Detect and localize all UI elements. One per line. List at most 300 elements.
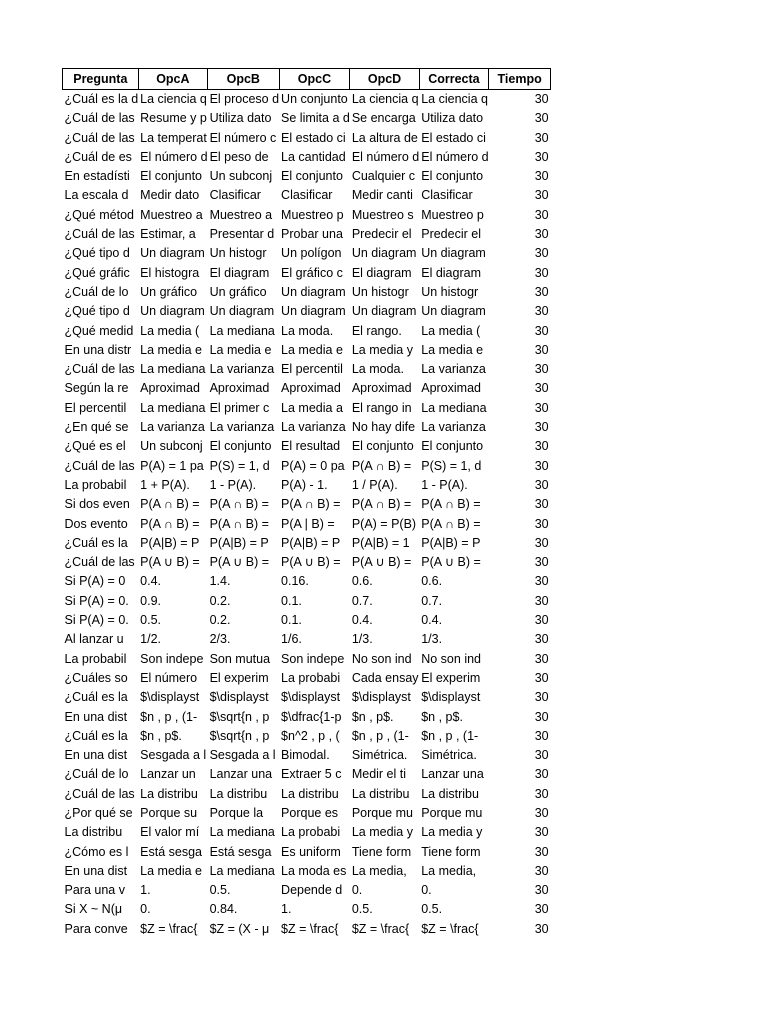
cell-opca[interactable]: 0. xyxy=(140,902,151,917)
cell-tiempo[interactable]: 30 xyxy=(534,902,549,917)
cell-tiempo[interactable]: 30 xyxy=(534,883,549,898)
cell-opcd[interactable]: $n , p$. xyxy=(351,709,394,724)
cell-correcta[interactable]: P(A ∩ B) = xyxy=(421,497,481,512)
cell-opca[interactable]: Un gráfico xyxy=(140,284,198,299)
cell-opca[interactable]: P(A ∪ B) = xyxy=(140,555,200,570)
cell-correcta[interactable]: 0.6. xyxy=(421,574,443,589)
cell-tiempo[interactable]: 30 xyxy=(534,439,549,454)
cell-pregunta[interactable]: Al lanzar u xyxy=(64,632,124,647)
cell-opca[interactable]: El histogra xyxy=(140,265,200,280)
cell-opca[interactable]: La mediana xyxy=(140,362,206,377)
cell-pregunta[interactable]: Si P(A) = 0. xyxy=(64,593,129,608)
cell-opcc[interactable]: El gráfico c xyxy=(281,265,343,280)
cell-opcc[interactable]: Un conjunto xyxy=(281,92,348,106)
cell-opca[interactable]: P(A|B) = P xyxy=(140,535,200,550)
cell-correcta[interactable]: Clasificar xyxy=(421,188,473,203)
cell-opcc[interactable]: 1. xyxy=(281,902,292,917)
cell-correcta[interactable]: El experim xyxy=(421,670,481,685)
cell-opcb[interactable]: El diagram xyxy=(209,265,270,280)
cell-opcd[interactable]: 0. xyxy=(351,883,363,898)
cell-correcta[interactable]: P(S) = 1, d xyxy=(421,458,482,473)
cell-tiempo[interactable]: 30 xyxy=(534,188,549,203)
cell-correcta[interactable]: Predecir el xyxy=(421,227,481,242)
cell-pregunta[interactable]: ¿Qué medid xyxy=(64,323,134,338)
cell-opca[interactable]: La media e xyxy=(140,342,203,357)
cell-opca[interactable]: Un subconj xyxy=(140,439,203,454)
cell-opca[interactable]: P(A ∩ B) = xyxy=(140,497,200,512)
cell-tiempo[interactable]: 30 xyxy=(534,786,549,801)
cell-opcb[interactable]: La varianza xyxy=(209,362,275,377)
cell-opcc[interactable]: El estado ci xyxy=(281,130,346,145)
cell-tiempo[interactable]: 30 xyxy=(534,767,549,782)
cell-correcta[interactable]: La varianza xyxy=(421,362,486,377)
cell-opcb[interactable]: Son mutua xyxy=(209,651,271,666)
cell-opcd[interactable]: La media, xyxy=(351,863,407,878)
cell-pregunta[interactable]: ¿Cuál de las xyxy=(64,786,135,801)
cell-pregunta[interactable]: ¿Cuál de las xyxy=(64,555,135,570)
cell-tiempo[interactable]: 30 xyxy=(534,574,549,589)
cell-opcb[interactable]: El peso de xyxy=(209,149,269,164)
cell-correcta[interactable]: Un diagram xyxy=(421,304,486,319)
cell-correcta[interactable]: Un diagram xyxy=(421,246,486,261)
cell-pregunta[interactable]: ¿Cuál de las xyxy=(64,227,135,242)
cell-opcb[interactable]: $\displayst xyxy=(209,690,269,705)
cell-opcd[interactable]: P(A ∩ B) = xyxy=(351,458,412,473)
cell-opcc[interactable]: P(A ∩ B) = xyxy=(281,497,341,512)
cell-correcta[interactable]: $n , p , (1- xyxy=(421,728,479,743)
cell-opcb[interactable]: Porque la xyxy=(209,805,264,820)
cell-opcd[interactable]: La media y xyxy=(351,342,413,357)
header-pregunta[interactable]: Pregunta xyxy=(63,69,139,90)
cell-correcta[interactable]: Tiene form xyxy=(421,844,481,859)
cell-opcc[interactable]: P(A|B) = P xyxy=(281,535,341,550)
cell-tiempo[interactable]: 30 xyxy=(534,284,549,299)
cell-opcc[interactable]: La moda es xyxy=(281,863,347,878)
cell-opcb[interactable]: Un histogr xyxy=(209,246,267,261)
cell-correcta[interactable]: Un histogr xyxy=(421,284,479,299)
cell-opcb[interactable]: El experim xyxy=(209,670,269,685)
cell-opcc[interactable]: Clasificar xyxy=(281,188,333,203)
cell-opcd[interactable]: 0.5. xyxy=(351,902,373,917)
cell-correcta[interactable]: P(A ∩ B) = xyxy=(421,516,481,531)
cell-opcb[interactable]: Presentar d xyxy=(209,227,275,242)
header-correcta[interactable]: Correcta xyxy=(419,69,488,90)
cell-opca[interactable]: La distribu xyxy=(140,786,198,801)
cell-opcb[interactable]: La media e xyxy=(209,342,272,357)
cell-correcta[interactable]: El conjunto xyxy=(421,169,484,184)
cell-opcb[interactable]: Clasificar xyxy=(209,188,261,203)
cell-opcc[interactable]: El conjunto xyxy=(281,169,343,184)
cell-tiempo[interactable]: 30 xyxy=(534,477,549,492)
cell-opcc[interactable]: $Z = \frac{ xyxy=(281,921,339,936)
cell-pregunta[interactable]: En una dist xyxy=(64,709,128,724)
cell-opcb[interactable]: P(A ∩ B) = xyxy=(209,516,269,531)
cell-opcd[interactable]: La moda. xyxy=(351,362,404,377)
cell-opca[interactable]: Son indepe xyxy=(140,651,204,666)
cell-opca[interactable]: Un diagram xyxy=(140,304,205,319)
cell-opcc[interactable]: Se limita a d xyxy=(281,111,350,126)
cell-opca[interactable]: P(A ∩ B) = xyxy=(140,516,200,531)
cell-opcc[interactable]: Extraer 5 c xyxy=(281,767,342,782)
cell-pregunta[interactable]: ¿Cuáles so xyxy=(64,670,128,685)
cell-pregunta[interactable]: En una dist xyxy=(64,748,128,763)
cell-opcb[interactable]: La mediana xyxy=(209,323,275,338)
cell-pregunta[interactable]: ¿Qué gráfic xyxy=(64,265,130,280)
cell-opcc[interactable]: Probar una xyxy=(281,227,343,242)
cell-correcta[interactable]: 1 - P(A). xyxy=(421,477,468,492)
cell-pregunta[interactable]: ¿Cómo es l xyxy=(64,844,129,859)
cell-opcc[interactable]: Depende d xyxy=(281,883,343,898)
cell-opcb[interactable]: 0.84. xyxy=(209,902,238,917)
cell-opcc[interactable]: La probabi xyxy=(281,825,341,840)
cell-opca[interactable]: 1 + P(A). xyxy=(140,477,190,492)
cell-tiempo[interactable]: 30 xyxy=(534,323,549,338)
cell-tiempo[interactable]: 30 xyxy=(534,863,549,878)
cell-opcb[interactable]: El conjunto xyxy=(209,439,272,454)
cell-opcb[interactable]: P(S) = 1, d xyxy=(209,458,270,473)
cell-opcd[interactable]: Medir canti xyxy=(351,188,413,203)
cell-pregunta[interactable]: La probabil xyxy=(64,651,127,666)
cell-opcd[interactable]: 0.4. xyxy=(351,613,373,628)
cell-opcd[interactable]: P(A) = P(B) xyxy=(351,516,417,531)
cell-correcta[interactable]: La media, xyxy=(421,863,477,878)
cell-opcb[interactable]: El proceso d xyxy=(209,92,280,106)
cell-opcd[interactable]: P(A ∩ B) = xyxy=(351,497,412,512)
cell-tiempo[interactable]: 30 xyxy=(534,130,549,145)
cell-tiempo[interactable]: 30 xyxy=(534,921,549,936)
cell-opca[interactable]: El número d xyxy=(140,149,208,164)
cell-correcta[interactable]: $n , p$. xyxy=(421,709,463,724)
cell-tiempo[interactable]: 30 xyxy=(534,169,549,184)
cell-opca[interactable]: La media ( xyxy=(140,323,200,338)
cell-tiempo[interactable]: 30 xyxy=(534,535,549,550)
cell-pregunta[interactable]: En una dist xyxy=(64,863,128,878)
cell-correcta[interactable]: Lanzar una xyxy=(421,767,484,782)
cell-opcb[interactable]: 0.2. xyxy=(209,593,231,608)
cell-opcd[interactable]: Cualquier c xyxy=(351,169,416,184)
cell-opcd[interactable]: P(A|B) = 1 xyxy=(351,535,410,550)
cell-pregunta[interactable]: ¿Cuál de las xyxy=(64,111,135,126)
cell-tiempo[interactable]: 30 xyxy=(534,690,549,705)
cell-opcb[interactable]: 2/3. xyxy=(209,632,231,647)
cell-pregunta[interactable]: ¿Cuál es la xyxy=(64,535,128,550)
cell-tiempo[interactable]: 30 xyxy=(534,92,549,106)
cell-opcb[interactable]: 0.2. xyxy=(209,613,231,628)
cell-opcd[interactable]: Un histogr xyxy=(351,284,409,299)
cell-opcb[interactable]: Muestreo a xyxy=(209,207,273,222)
cell-correcta[interactable]: P(A ∪ B) = xyxy=(421,555,481,570)
cell-tiempo[interactable]: 30 xyxy=(534,516,549,531)
cell-correcta[interactable]: La mediana xyxy=(421,400,487,415)
cell-tiempo[interactable]: 30 xyxy=(534,304,549,319)
cell-opcd[interactable]: Predecir el xyxy=(351,227,412,242)
cell-opcd[interactable]: Porque mu xyxy=(351,805,413,820)
cell-pregunta[interactable]: ¿Cuál de lo xyxy=(64,767,129,782)
cell-opcd[interactable]: El número d xyxy=(351,149,420,164)
cell-opcb[interactable]: La varianza xyxy=(209,420,275,435)
cell-opcb[interactable]: $\sqrt{n , p xyxy=(209,728,270,743)
cell-opcd[interactable]: El conjunto xyxy=(351,439,414,454)
cell-opca[interactable]: La varianza xyxy=(140,420,205,435)
cell-opcd[interactable]: Aproximad xyxy=(351,381,412,396)
cell-pregunta[interactable]: ¿Cuál es la d xyxy=(64,92,139,106)
cell-opca[interactable]: Porque su xyxy=(140,805,198,820)
cell-tiempo[interactable]: 30 xyxy=(534,709,549,724)
cell-opcb[interactable]: P(A ∩ B) = xyxy=(209,497,269,512)
cell-pregunta[interactable]: Para una v xyxy=(64,883,125,898)
cell-opcc[interactable]: $\dfrac{1-p xyxy=(281,709,342,724)
cell-opcb[interactable]: Un gráfico xyxy=(209,284,267,299)
cell-opca[interactable]: $Z = \frac{ xyxy=(140,921,198,936)
cell-opcb[interactable]: La distribu xyxy=(209,786,268,801)
cell-tiempo[interactable]: 30 xyxy=(534,844,549,859)
cell-opca[interactable]: $\displayst xyxy=(140,690,200,705)
cell-opcc[interactable]: Un polígon xyxy=(281,246,342,261)
cell-tiempo[interactable]: 30 xyxy=(534,748,549,763)
cell-opca[interactable]: La media e xyxy=(140,863,203,878)
cell-opcc[interactable]: P(A ∪ B) = xyxy=(281,555,341,570)
cell-opca[interactable]: 1. xyxy=(140,883,151,898)
cell-correcta[interactable]: 0.4. xyxy=(421,613,443,628)
cell-tiempo[interactable]: 30 xyxy=(534,420,549,435)
cell-pregunta[interactable]: ¿Cuál de lo xyxy=(64,284,129,299)
cell-tiempo[interactable]: 30 xyxy=(534,670,549,685)
cell-correcta[interactable]: La media y xyxy=(421,825,483,840)
cell-opcd[interactable]: La altura de xyxy=(351,130,418,145)
cell-correcta[interactable]: El estado ci xyxy=(421,130,486,145)
cell-correcta[interactable]: 1/3. xyxy=(421,632,443,647)
cell-opcb[interactable]: P(A ∪ B) = xyxy=(209,555,270,570)
cell-tiempo[interactable]: 30 xyxy=(534,265,549,280)
cell-pregunta[interactable]: Dos evento xyxy=(64,516,128,531)
cell-opca[interactable]: Muestreo a xyxy=(140,207,203,222)
cell-opcc[interactable]: La cantidad xyxy=(281,149,346,164)
cell-tiempo[interactable]: 30 xyxy=(534,149,549,164)
cell-opcc[interactable]: Un diagram xyxy=(281,284,346,299)
cell-tiempo[interactable]: 30 xyxy=(534,728,549,743)
cell-pregunta[interactable]: Si P(A) = 0. xyxy=(64,613,129,628)
cell-correcta[interactable]: El número d xyxy=(421,149,489,164)
cell-correcta[interactable]: La media ( xyxy=(421,323,481,338)
cell-opca[interactable]: Medir dato xyxy=(140,188,200,203)
cell-pregunta[interactable]: La escala d xyxy=(64,188,129,203)
cell-correcta[interactable]: La distribu xyxy=(421,786,479,801)
cell-opcb[interactable]: Está sesga xyxy=(209,844,272,859)
cell-pregunta[interactable]: Si dos even xyxy=(64,497,130,512)
cell-opcb[interactable]: El número c xyxy=(209,130,277,145)
cell-pregunta[interactable]: ¿En qué se xyxy=(64,420,129,435)
cell-opcb[interactable]: P(A|B) = P xyxy=(209,535,269,550)
cell-opcc[interactable]: $n^2 , p , ( xyxy=(281,728,340,743)
cell-opcc[interactable]: 1/6. xyxy=(281,632,302,647)
cell-opcc[interactable]: P(A) - 1. xyxy=(281,477,328,492)
cell-pregunta[interactable]: ¿Por qué se xyxy=(64,805,133,820)
cell-opcc[interactable]: La probabi xyxy=(281,670,341,685)
cell-tiempo[interactable]: 30 xyxy=(534,342,549,357)
cell-correcta[interactable]: Muestreo p xyxy=(421,207,484,222)
cell-opcc[interactable]: La media a xyxy=(281,400,343,415)
cell-opcd[interactable]: No hay dife xyxy=(351,420,416,435)
cell-opca[interactable]: La ciencia q xyxy=(140,92,207,106)
cell-tiempo[interactable]: 30 xyxy=(534,111,549,126)
cell-opcd[interactable]: Medir el ti xyxy=(351,767,407,782)
cell-opcc[interactable]: Son indepe xyxy=(281,651,345,666)
cell-correcta[interactable]: No son ind xyxy=(421,651,481,666)
cell-opcb[interactable]: 0.5. xyxy=(209,883,231,898)
cell-opcc[interactable]: P(A | B) = xyxy=(281,516,335,531)
cell-opcb[interactable]: 1.4. xyxy=(209,574,231,589)
cell-correcta[interactable]: 0. xyxy=(421,883,432,898)
cell-opcd[interactable]: $Z = \frac{ xyxy=(351,921,410,936)
cell-opcc[interactable]: Aproximad xyxy=(281,381,341,396)
cell-pregunta[interactable]: ¿Cuál es la xyxy=(64,690,128,705)
cell-opca[interactable]: El número xyxy=(140,670,198,685)
cell-opcb[interactable]: Lanzar una xyxy=(209,767,273,782)
cell-tiempo[interactable]: 30 xyxy=(534,458,549,473)
cell-opcc[interactable]: Muestreo p xyxy=(281,207,344,222)
cell-opcb[interactable]: Un diagram xyxy=(209,304,275,319)
cell-opcb[interactable]: Aproximad xyxy=(209,381,270,396)
cell-pregunta[interactable]: Si X ~ N(μ xyxy=(64,902,123,917)
cell-pregunta[interactable]: La probabil xyxy=(64,477,127,492)
cell-correcta[interactable]: Utiliza dato xyxy=(421,111,484,126)
cell-opcb[interactable]: Un subconj xyxy=(209,169,273,184)
cell-opcd[interactable]: Cada ensay xyxy=(351,670,419,685)
header-opcd[interactable]: OpcD xyxy=(350,69,419,90)
cell-correcta[interactable]: 0.5. xyxy=(421,902,443,917)
cell-correcta[interactable]: El diagram xyxy=(421,265,481,280)
cell-opcd[interactable]: Simétrica. xyxy=(351,748,408,763)
cell-correcta[interactable]: $Z = \frac{ xyxy=(421,921,479,936)
cell-opcc[interactable]: La moda. xyxy=(281,323,334,338)
cell-tiempo[interactable]: 30 xyxy=(534,632,549,647)
cell-opca[interactable]: Está sesga xyxy=(140,844,202,859)
cell-correcta[interactable]: El conjunto xyxy=(421,439,484,454)
cell-pregunta[interactable]: ¿Qué tipo d xyxy=(64,246,130,261)
cell-pregunta[interactable]: En estadísti xyxy=(64,169,130,184)
cell-correcta[interactable]: $\displayst xyxy=(421,690,481,705)
cell-pregunta[interactable]: ¿Qué tipo d xyxy=(64,304,130,319)
cell-pregunta[interactable]: La distribu xyxy=(64,825,123,840)
cell-opcd[interactable]: El rango in xyxy=(351,400,412,415)
cell-opcd[interactable]: El rango. xyxy=(351,323,402,338)
cell-opcd[interactable]: Un diagram xyxy=(351,304,417,319)
cell-opcc[interactable]: $\displayst xyxy=(281,690,341,705)
cell-pregunta[interactable]: ¿Qué es el xyxy=(64,439,126,454)
cell-pregunta[interactable]: El percentil xyxy=(64,400,127,415)
header-tiempo[interactable]: Tiempo xyxy=(489,69,551,90)
cell-correcta[interactable]: P(A|B) = P xyxy=(421,535,481,550)
cell-opcc[interactable]: El resultad xyxy=(281,439,341,454)
cell-pregunta[interactable]: ¿Qué métod xyxy=(64,207,134,222)
cell-correcta[interactable]: 0.7. xyxy=(421,593,443,608)
cell-pregunta[interactable]: ¿Cuál es la xyxy=(64,728,128,743)
cell-opcd[interactable]: 1 / P(A). xyxy=(351,477,398,492)
cell-correcta[interactable]: Simétrica. xyxy=(421,748,477,763)
header-opcc[interactable]: OpcC xyxy=(279,69,350,90)
cell-opcc[interactable]: La distribu xyxy=(281,786,339,801)
cell-opca[interactable]: 0.9. xyxy=(140,593,162,608)
cell-opcb[interactable]: $Z = (X - μ xyxy=(209,921,270,936)
cell-opca[interactable]: 1/2. xyxy=(140,632,162,647)
cell-opcc[interactable]: La media e xyxy=(281,342,343,357)
cell-tiempo[interactable]: 30 xyxy=(534,805,549,820)
cell-opcd[interactable]: $\displayst xyxy=(351,690,411,705)
cell-correcta[interactable]: Aproximad xyxy=(421,381,481,396)
cell-opca[interactable]: 0.4. xyxy=(140,574,162,589)
cell-opcd[interactable]: Tiene form xyxy=(351,844,412,859)
cell-opcc[interactable]: Bimodal. xyxy=(281,748,330,763)
cell-tiempo[interactable]: 30 xyxy=(534,497,549,512)
cell-tiempo[interactable]: 30 xyxy=(534,613,549,628)
cell-opca[interactable]: El valor mí xyxy=(140,825,200,840)
cell-pregunta[interactable]: En una distr xyxy=(64,342,132,357)
cell-pregunta[interactable]: Para conve xyxy=(64,921,128,936)
cell-pregunta[interactable]: ¿Cuál de las xyxy=(64,362,135,377)
cell-opca[interactable]: Estimar, a xyxy=(140,227,196,242)
cell-opcc[interactable]: La varianza xyxy=(281,420,346,435)
cell-opcc[interactable]: Porque es xyxy=(281,805,339,820)
cell-opcd[interactable]: P(A ∪ B) = xyxy=(351,555,412,570)
cell-opca[interactable]: La temperat xyxy=(140,130,207,145)
header-opcb[interactable]: OpcB xyxy=(208,69,279,90)
cell-pregunta[interactable]: ¿Cuál de es xyxy=(64,149,132,164)
cell-correcta[interactable]: La ciencia q xyxy=(421,92,488,106)
cell-opcc[interactable]: 0.1. xyxy=(281,613,302,628)
cell-opcd[interactable]: La media y xyxy=(351,825,413,840)
cell-tiempo[interactable]: 30 xyxy=(534,381,549,396)
cell-opcd[interactable]: La ciencia q xyxy=(351,92,419,106)
cell-tiempo[interactable]: 30 xyxy=(534,246,549,261)
cell-opca[interactable]: $n , p , (1- xyxy=(140,709,198,724)
cell-opcd[interactable]: Muestreo s xyxy=(351,207,414,222)
header-opca[interactable]: OpcA xyxy=(138,69,207,90)
cell-opca[interactable]: Lanzar un xyxy=(140,767,196,782)
cell-opca[interactable]: Aproximad xyxy=(140,381,200,396)
cell-opcc[interactable]: Es uniform xyxy=(281,844,341,859)
cell-opcb[interactable]: El primer c xyxy=(209,400,270,415)
cell-opcc[interactable]: P(A) = 0 pa xyxy=(281,458,345,473)
cell-opcc[interactable]: Un diagram xyxy=(281,304,346,319)
cell-tiempo[interactable]: 30 xyxy=(534,362,549,377)
cell-pregunta[interactable]: Según la re xyxy=(64,381,129,396)
cell-opcc[interactable]: 0.1. xyxy=(281,593,302,608)
cell-opca[interactable]: $n , p$. xyxy=(140,728,182,743)
cell-opcb[interactable]: $\sqrt{n , p xyxy=(209,709,270,724)
cell-opcd[interactable]: Un diagram xyxy=(351,246,417,261)
cell-opca[interactable]: P(A) = 1 pa xyxy=(140,458,204,473)
cell-opcb[interactable]: La mediana xyxy=(209,863,275,878)
cell-tiempo[interactable]: 30 xyxy=(534,593,549,608)
cell-opcb[interactable]: Utiliza dato xyxy=(209,111,272,126)
cell-pregunta[interactable]: ¿Cuál de las xyxy=(64,130,135,145)
cell-opca[interactable]: 0.5. xyxy=(140,613,162,628)
cell-pregunta[interactable]: Si P(A) = 0 xyxy=(64,574,126,589)
cell-opcd[interactable]: El diagram xyxy=(351,265,412,280)
cell-opcb[interactable]: La mediana xyxy=(209,825,275,840)
cell-opcb[interactable]: 1 - P(A). xyxy=(209,477,257,492)
cell-tiempo[interactable]: 30 xyxy=(534,227,549,242)
cell-opcd[interactable]: Se encarga xyxy=(351,111,416,126)
cell-opcd[interactable]: 0.6. xyxy=(351,574,373,589)
cell-correcta[interactable]: Porque mu xyxy=(421,805,483,820)
cell-opcb[interactable]: Sesgada a l xyxy=(209,748,276,763)
cell-opcd[interactable]: $n , p , (1- xyxy=(351,728,409,743)
cell-correcta[interactable]: La varianza xyxy=(421,420,486,435)
cell-opcc[interactable]: El percentil xyxy=(281,362,343,377)
cell-tiempo[interactable]: 30 xyxy=(534,825,549,840)
cell-pregunta[interactable]: ¿Cuál de las xyxy=(64,458,135,473)
